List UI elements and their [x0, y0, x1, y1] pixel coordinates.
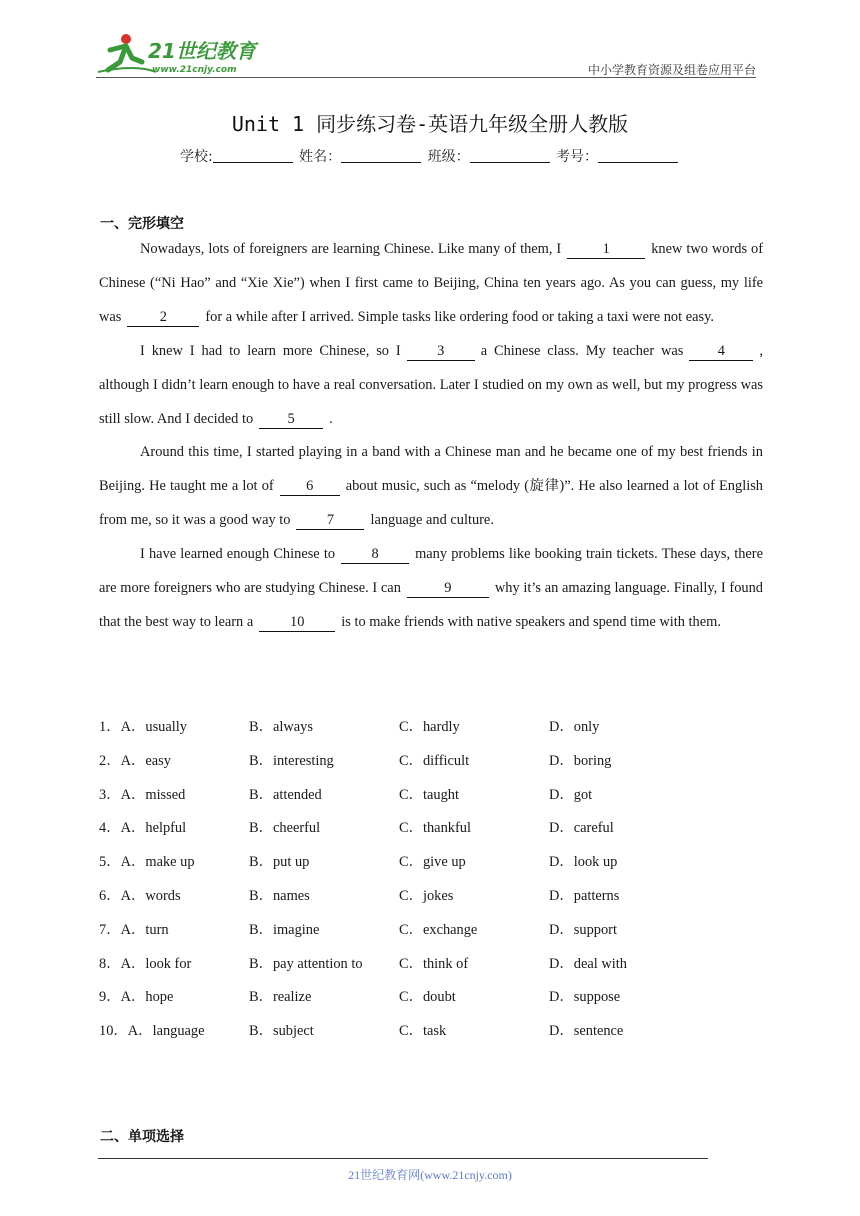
passage-text: for a while after I arrived. Simple tasks like ordering food or taking a taxi were not easy. — [205, 308, 714, 325]
school-field — [213, 148, 293, 163]
passage-paragraph — [99, 436, 763, 538]
option-a[interactable]: 1．A．usually — [99, 719, 187, 735]
option-b[interactable]: B．cheerful — [249, 820, 321, 837]
option-d[interactable]: D．boring — [549, 752, 612, 769]
passage-text: I have learned enough Chinese to — [140, 546, 336, 563]
page-title: Unit 1 同步练习卷-英语九年级全册人教版 — [231, 112, 629, 136]
option-a[interactable]: 3．A．missed — [99, 786, 186, 803]
option-a[interactable]: 10．A．language — [99, 1023, 205, 1040]
option-b[interactable]: B．names — [249, 887, 310, 904]
name-label: 姓名： — [299, 149, 342, 165]
header-divider — [96, 77, 756, 78]
option-c[interactable]: C．jokes — [399, 887, 454, 904]
section-heading-cloze: 一、完形填空 — [100, 216, 184, 232]
question-row — [99, 842, 763, 876]
option-d[interactable]: D．patterns — [549, 887, 620, 904]
question-row — [99, 707, 763, 741]
passage-text: many problems like booking train tickets. These days, there are more foreigners who are studying Chinese. I can — [99, 546, 763, 597]
option-c[interactable]: C．taught — [399, 786, 459, 803]
number-label: 考号： — [556, 149, 599, 165]
option-c[interactable]: C．think of — [399, 955, 469, 972]
cloze-blank-5: 5 — [259, 411, 323, 429]
option-a[interactable]: 8．A．look for — [99, 955, 192, 972]
option-b[interactable]: B．put up — [249, 854, 310, 871]
cloze-passage — [99, 233, 763, 640]
cloze-blank-9: 9 — [407, 580, 489, 598]
question-row — [99, 775, 763, 809]
logo-url: www.21cnjy.com — [152, 65, 237, 75]
cloze-blank-8: 8 — [341, 546, 409, 564]
question-row — [99, 910, 763, 944]
option-a[interactable]: 7．A．turn — [99, 921, 169, 938]
option-c[interactable]: C．thankful — [399, 820, 471, 837]
option-c[interactable]: C．doubt — [399, 989, 456, 1006]
question-row — [99, 741, 763, 775]
question-row — [99, 876, 763, 910]
option-a[interactable]: 6．A．words — [99, 887, 181, 904]
option-c[interactable]: C．difficult — [399, 752, 470, 769]
cloze-blank-3: 3 — [407, 343, 475, 361]
option-d[interactable]: D．deal with — [549, 955, 627, 972]
class-field — [470, 148, 550, 163]
passage-paragraph — [99, 335, 763, 437]
option-b[interactable]: B．interesting — [249, 752, 334, 769]
option-b[interactable]: B．subject — [249, 1023, 314, 1040]
cloze-blank-1: 1 — [567, 241, 645, 259]
question-row — [99, 808, 763, 842]
option-c[interactable]: C．exchange — [399, 921, 478, 938]
platform-tagline: 中小学教育资源及组卷应用平台 — [587, 63, 756, 77]
footer-source: 21世纪教育网(www.21cnjy.com) — [348, 1168, 512, 1182]
option-b[interactable]: B．realize — [249, 989, 312, 1006]
passage-text: language and culture. — [370, 512, 494, 529]
option-c[interactable]: C．hardly — [399, 719, 460, 735]
option-d[interactable]: D．support — [549, 921, 617, 938]
logo-brand: 21世纪教育 — [148, 39, 256, 63]
student-info-line — [0, 146, 860, 166]
cloze-blank-6: 6 — [280, 478, 340, 496]
cloze-blank-2: 2 — [127, 309, 199, 327]
question-row — [99, 977, 763, 1011]
passage-text: Nowadays, lots of foreigners are learning Chinese. Like many of them, I — [140, 241, 562, 257]
passage-text: , although I didn’t learn enough to have a real conversation. Later I studied on my own as well, but my progress was still slow. And I decided to — [99, 342, 763, 427]
passage-paragraph — [99, 233, 763, 335]
option-a[interactable]: 2．A．easy — [99, 752, 171, 769]
footer-divider — [98, 1158, 708, 1159]
option-d[interactable]: D．only — [549, 719, 600, 735]
option-a[interactable]: 9．A．hope — [99, 989, 174, 1006]
name-field — [341, 148, 421, 163]
class-label: 班级： — [427, 149, 470, 165]
option-b[interactable]: B．pay attention to — [249, 955, 363, 972]
question-row — [99, 1011, 763, 1045]
option-d[interactable]: D．sentence — [549, 1023, 624, 1040]
option-c[interactable]: C．give up — [399, 854, 466, 871]
passage-text: why it’s an amazing language. Finally, I found that the best way to learn a — [99, 580, 763, 630]
option-a[interactable]: 4．A．helpful — [99, 820, 187, 837]
option-b[interactable]: B．always — [249, 719, 313, 735]
option-d[interactable]: D．careful — [549, 820, 614, 837]
school-label: 学校: — [179, 149, 213, 165]
option-d[interactable]: D．suppose — [549, 989, 621, 1006]
site-logo — [96, 32, 261, 78]
passage-text: is to make friends with native speakers and spend time with them. — [341, 613, 721, 630]
option-d[interactable]: D．look up — [549, 854, 618, 871]
passage-text: I knew I had to learn more Chinese, so I — [140, 342, 401, 359]
number-field — [598, 148, 678, 163]
question-options — [99, 707, 763, 1045]
option-d[interactable]: D．got — [549, 786, 593, 803]
passage-text: Around this time, I started playing in a band with a Chinese man and he became one of my best friends in Beijing. He taught me a lot of — [99, 444, 763, 495]
option-c[interactable]: C．task — [399, 1023, 447, 1040]
option-b[interactable]: B．imagine — [249, 921, 320, 938]
cloze-blank-10: 10 — [259, 614, 335, 632]
passage-paragraph — [99, 538, 763, 640]
passage-text: a Chinese class. My teacher was — [480, 342, 684, 359]
passage-text: . — [329, 410, 333, 427]
section-heading-single-choice: 二、单项选择 — [100, 1129, 184, 1145]
question-row — [99, 944, 763, 978]
passage-text: about music, such as “melody (旋律)”. He also learned a lot of English from me, so it was a good way to — [99, 478, 763, 529]
option-a[interactable]: 5．A．make up — [99, 854, 195, 871]
cloze-blank-4: 4 — [689, 343, 753, 361]
passage-text: knew two words of Chinese (“Ni Hao” and “Xie Xie”) when I first came to Beijing, China ten years ago. As you can guess, my life was — [99, 241, 763, 325]
option-b[interactable]: B．attended — [249, 786, 322, 803]
cloze-blank-7: 7 — [296, 512, 364, 530]
